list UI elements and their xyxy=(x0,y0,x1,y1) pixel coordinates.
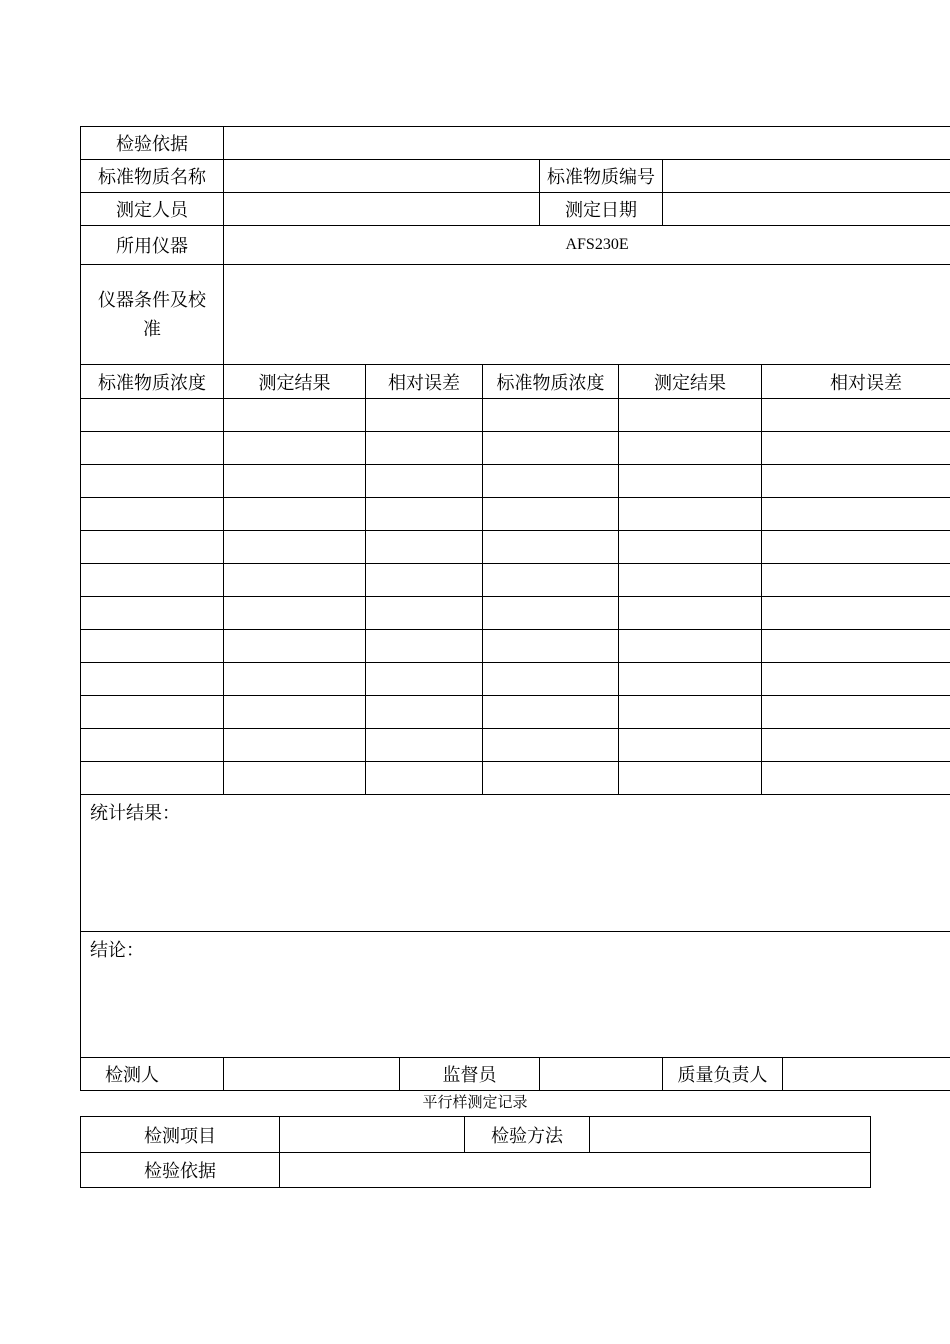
data-cell-result-1[interactable] xyxy=(224,432,366,465)
std-name-field[interactable] xyxy=(224,160,540,193)
data-cell-result-2[interactable] xyxy=(619,564,762,597)
table-row xyxy=(81,465,950,498)
data-cell-result-2[interactable] xyxy=(619,663,762,696)
data-cell-result-2[interactable] xyxy=(619,597,762,630)
table-row xyxy=(81,531,950,564)
data-cell-result-1[interactable] xyxy=(224,498,366,531)
data-cell-std-conc-2[interactable] xyxy=(483,564,619,597)
data-cell-rel-error-1[interactable] xyxy=(366,729,483,762)
data-rows xyxy=(81,399,950,795)
data-cell-std-conc-2[interactable] xyxy=(483,630,619,663)
conclusion-label: 结论： xyxy=(90,940,144,961)
table-row xyxy=(81,432,950,465)
conditions-field[interactable] xyxy=(224,265,950,365)
inspector-label-cell xyxy=(81,1058,224,1091)
table-row xyxy=(81,564,950,597)
data-cell-std-conc-1[interactable] xyxy=(81,597,224,630)
data-cell-rel-error-2[interactable] xyxy=(762,564,950,597)
col-header-result-1: 测定结果 xyxy=(224,365,366,399)
instrument-label: 所用仪器 xyxy=(81,226,224,265)
table-row xyxy=(81,498,950,531)
data-cell-rel-error-1[interactable] xyxy=(366,465,483,498)
col-header-rel-error-2: 相对误差 xyxy=(762,365,950,399)
table-row xyxy=(81,663,950,696)
data-cell-std-conc-1[interactable] xyxy=(81,531,224,564)
col-header-std-conc-1: 标准物质浓度 xyxy=(81,365,224,399)
method-label: 检验方法 xyxy=(465,1117,590,1153)
basis-label: 检验依据 xyxy=(81,127,224,160)
data-cell-rel-error-2[interactable] xyxy=(762,663,950,696)
data-cell-std-conc-2[interactable] xyxy=(483,663,619,696)
data-cell-result-1[interactable] xyxy=(224,399,366,432)
data-cell-result-1[interactable] xyxy=(224,465,366,498)
data-cell-result-2[interactable] xyxy=(619,399,762,432)
data-cell-result-2[interactable] xyxy=(619,432,762,465)
data-cell-std-conc-2[interactable] xyxy=(483,465,619,498)
data-cell-result-2[interactable] xyxy=(619,465,762,498)
data-cell-rel-error-2[interactable] xyxy=(762,498,950,531)
col-header-std-conc-2: 标准物质浓度 xyxy=(483,365,619,399)
data-cell-std-conc-2[interactable] xyxy=(483,399,619,432)
data-cell-std-conc-2[interactable] xyxy=(483,762,619,795)
table-row xyxy=(81,696,950,729)
parallel-basis-field[interactable] xyxy=(280,1153,871,1188)
conditions-label-text: 仪器条件及校准 xyxy=(98,289,206,340)
data-cell-std-conc-1[interactable] xyxy=(81,399,224,432)
data-cell-std-conc-2[interactable] xyxy=(483,432,619,465)
data-cell-std-conc-1[interactable] xyxy=(81,696,224,729)
test-date-field[interactable] xyxy=(663,193,950,226)
data-cell-rel-error-1[interactable] xyxy=(366,663,483,696)
std-name-label: 标准物质名称 xyxy=(81,160,224,193)
data-cell-rel-error-1[interactable] xyxy=(366,630,483,663)
data-cell-rel-error-1[interactable] xyxy=(366,432,483,465)
data-cell-std-conc-1[interactable] xyxy=(81,630,224,663)
std-no-field[interactable] xyxy=(663,160,950,193)
data-cell-rel-error-1[interactable] xyxy=(366,762,483,795)
data-cell-std-conc-2[interactable] xyxy=(483,696,619,729)
inspector-label: 检测人 xyxy=(105,1065,159,1086)
item-label: 检测项目 xyxy=(81,1117,280,1153)
data-cell-rel-error-2[interactable] xyxy=(762,531,950,564)
data-cell-result-2[interactable] xyxy=(619,729,762,762)
instrument-value[interactable]: AFS230E xyxy=(224,226,950,265)
data-header-row xyxy=(81,365,950,399)
data-cell-result-2[interactable] xyxy=(619,498,762,531)
data-cell-rel-error-2[interactable] xyxy=(762,696,950,729)
data-cell-std-conc-1[interactable] xyxy=(81,432,224,465)
col-header-result-2: 测定结果 xyxy=(619,365,762,399)
data-cell-std-conc-2[interactable] xyxy=(483,597,619,630)
data-cell-std-conc-2[interactable] xyxy=(483,498,619,531)
item-field[interactable] xyxy=(280,1117,465,1153)
data-cell-result-1[interactable] xyxy=(224,762,366,795)
col-header-rel-error-1: 相对误差 xyxy=(366,365,483,399)
data-cell-std-conc-1[interactable] xyxy=(81,564,224,597)
basis-field[interactable] xyxy=(224,127,950,160)
tester-label: 测定人员 xyxy=(81,193,224,226)
data-cell-result-1[interactable] xyxy=(224,663,366,696)
data-cell-rel-error-1[interactable] xyxy=(366,564,483,597)
method-field[interactable] xyxy=(590,1117,871,1153)
data-cell-rel-error-2[interactable] xyxy=(762,630,950,663)
data-cell-std-conc-1[interactable] xyxy=(81,663,224,696)
data-cell-rel-error-2[interactable] xyxy=(762,597,950,630)
data-cell-std-conc-1[interactable] xyxy=(81,465,224,498)
tester-field[interactable] xyxy=(224,193,540,226)
table-row xyxy=(81,762,950,795)
data-cell-result-2[interactable] xyxy=(619,762,762,795)
data-cell-result-1[interactable] xyxy=(224,531,366,564)
conclusion-cell[interactable] xyxy=(81,932,950,1058)
conditions-label xyxy=(81,265,224,365)
data-cell-rel-error-1[interactable] xyxy=(366,696,483,729)
data-cell-rel-error-2[interactable] xyxy=(762,762,950,795)
data-cell-rel-error-2[interactable] xyxy=(762,729,950,762)
data-cell-result-1[interactable] xyxy=(224,696,366,729)
data-cell-result-2[interactable] xyxy=(619,696,762,729)
data-cell-rel-error-1[interactable] xyxy=(366,531,483,564)
quality-label: 质量负责人 xyxy=(663,1058,783,1091)
data-cell-result-1[interactable] xyxy=(224,729,366,762)
table-row xyxy=(81,729,950,762)
data-cell-std-conc-2[interactable] xyxy=(483,531,619,564)
stats-label: 统计结果： xyxy=(90,803,180,824)
data-cell-result-1[interactable] xyxy=(224,630,366,663)
table-row xyxy=(81,630,950,663)
test-date-label: 测定日期 xyxy=(540,193,663,226)
stats-cell[interactable] xyxy=(81,795,950,932)
data-cell-rel-error-1[interactable] xyxy=(366,399,483,432)
data-cell-rel-error-2[interactable] xyxy=(762,465,950,498)
data-cell-result-1[interactable] xyxy=(224,564,366,597)
quality-field[interactable] xyxy=(783,1058,950,1091)
parallel-caption: 平行样测定记录 xyxy=(422,1093,528,1111)
parallel-sample-table xyxy=(80,1116,871,1188)
data-cell-std-conc-2[interactable] xyxy=(483,729,619,762)
data-cell-std-conc-1[interactable] xyxy=(81,729,224,762)
data-cell-rel-error-2[interactable] xyxy=(762,432,950,465)
supervisor-field[interactable] xyxy=(540,1058,663,1091)
standard-material-record-table xyxy=(80,126,950,1091)
parallel-basis-label: 检验依据 xyxy=(81,1153,280,1188)
supervisor-label: 监督员 xyxy=(400,1058,540,1091)
data-cell-rel-error-1[interactable] xyxy=(366,597,483,630)
data-cell-result-2[interactable] xyxy=(619,630,762,663)
std-no-label: 标准物质编号 xyxy=(540,160,663,193)
data-cell-std-conc-1[interactable] xyxy=(81,498,224,531)
inspector-field[interactable] xyxy=(224,1058,400,1091)
table-row xyxy=(81,597,950,630)
data-cell-rel-error-1[interactable] xyxy=(366,498,483,531)
table-row xyxy=(81,399,950,432)
data-cell-result-2[interactable] xyxy=(619,531,762,564)
data-cell-std-conc-1[interactable] xyxy=(81,762,224,795)
data-cell-rel-error-2[interactable] xyxy=(762,399,950,432)
data-cell-result-1[interactable] xyxy=(224,597,366,630)
